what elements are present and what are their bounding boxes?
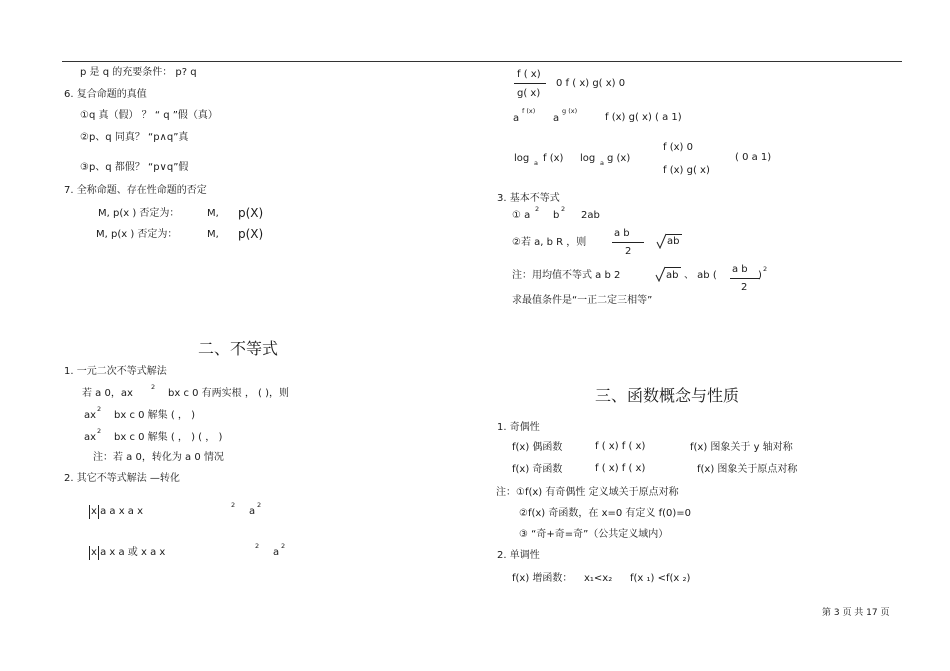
formula: g (x) [607,153,631,164]
formula: f ( x) f ( x) [595,463,646,474]
text-line: 注：①f(x) 有奇偶性 定义域关于原点对称 [496,487,679,498]
formula: ) [758,270,762,281]
fraction-denominator: g( x) [517,88,541,99]
superscript: 2 [281,542,286,550]
text-line: 2. 单调性 [497,550,540,561]
text-line: ②p、q 同真？ “p∧q”真 [80,132,189,143]
text-line: 6. 复合命题的真值 [64,89,147,100]
subscript: a [534,159,538,167]
text-line: 求最值条件是“一正二定三相等” [512,295,653,306]
superscript: 2 [763,265,768,273]
abs-bar [89,505,90,519]
formula: ax [84,410,97,421]
formula: a [249,506,256,517]
formula: f ( x) f ( x) [595,441,646,452]
formula: ②若 a, b R ，则 [512,237,587,248]
formula: 、 ab ( [684,270,717,281]
formula: bx c 0 解集 ( ， ) [114,410,196,421]
superscript: 2 [151,383,156,391]
formula: bx c 0 解集 ( ， ) ( ， ) [114,432,223,443]
text-line: 1. 一元二次不等式解法 [64,366,167,377]
fraction-bar [730,278,760,279]
superscript: 2 [231,501,236,509]
superscript: 2 [255,542,260,550]
text-line: ①q 真（假） ？ “ q ”假（真） [80,110,218,121]
fraction-denominator: 2 [625,246,632,257]
text-line: M, p(x ) 否定为： [96,229,178,240]
formula: f(x) 增函数： [512,573,573,584]
superscript: g (x) [562,107,578,115]
subscript: a [600,159,604,167]
text-line: ③ “奇+奇=奇”（公共定义域内） [519,529,669,540]
superscript: f (x) [522,107,536,115]
formula: a [553,113,560,124]
formula: p(X) [238,227,264,241]
text-line: 7. 全称命题、存在性命题的否定 [64,185,207,196]
formula: x₁<x₂ [584,573,613,584]
formula: a [513,113,520,124]
formula: 若 a 0，ax [82,388,133,399]
formula: f(x ₁) <f(x ₂) [630,573,691,584]
text-line: 注：若 a 0，转化为 a 0 情况 [93,452,224,463]
fraction-denominator: 2 [741,282,748,293]
superscript: 2 [535,205,540,213]
formula: f(x) 奇函数 [512,464,563,475]
fraction-numerator: f ( x) [517,69,541,80]
section-title: 二、不等式 [198,339,279,358]
page-footer: 第 3 页 共 17 页 [822,608,890,618]
formula: 注：用均值不等式 a b 2 [512,270,621,281]
formula: ① a [512,210,531,221]
formula: f(x) 偶函数 [512,442,563,453]
superscript: 2 [97,405,102,413]
text-line: p 是 q 的充要条件： p? q [80,67,197,78]
fraction-numerator: a b [732,264,748,275]
formula: ab [666,270,679,281]
superscript: 2 [257,501,262,509]
sqrt-bar [666,234,682,235]
formula: p(X) [238,206,264,220]
formula: ab [667,236,680,247]
formula: x a x a 或 x a x [91,547,166,558]
superscript: 2 [97,427,102,435]
formula: ax [84,432,97,443]
formula: ( 0 a 1) [735,152,772,163]
formula: x a a x a x [91,506,144,517]
text-line: 2. 其它不等式解法 —转化 [64,473,180,484]
sqrt-bar [665,267,681,268]
formula: a [273,547,280,558]
formula: b [553,210,560,221]
text-line: M, p(x ) 否定为： [98,208,180,219]
formula: f(x) 图象关于 y 轴对称 [690,442,793,453]
formula: 2ab [581,210,600,221]
formula: 0 f ( x) g( x) 0 [556,78,626,89]
formula: log [580,153,596,164]
abs-bar [89,546,90,560]
formula: f(x) 图象关于原点对称 [697,464,798,475]
superscript: 2 [561,205,566,213]
formula: f (x) 0 [663,142,693,153]
text-line: ②f(x) 奇函数，在 x=0 有定义 f(0)=0 [519,508,692,519]
fraction-bar [612,242,644,243]
formula: bx c 0 有两实根 ， ( )，则 [168,388,290,399]
formula: f (x) [543,153,564,164]
fraction-bar [514,83,546,84]
text-line: ③p、q 都假？ “p∨q”假 [80,162,189,173]
formula: f (x) g( x) [663,165,710,176]
text-line: 1. 奇偶性 [497,422,540,433]
top-rule [62,61,902,62]
formula: log [514,153,530,164]
section-title: 三、函数概念与性质 [595,386,740,405]
text-line: 3. 基本不等式 [497,193,560,204]
fraction-numerator: a b [614,228,630,239]
formula: f (x) g( x) ( a 1) [605,112,682,123]
text-line: M, [207,229,219,240]
text-line: M, [207,208,219,219]
